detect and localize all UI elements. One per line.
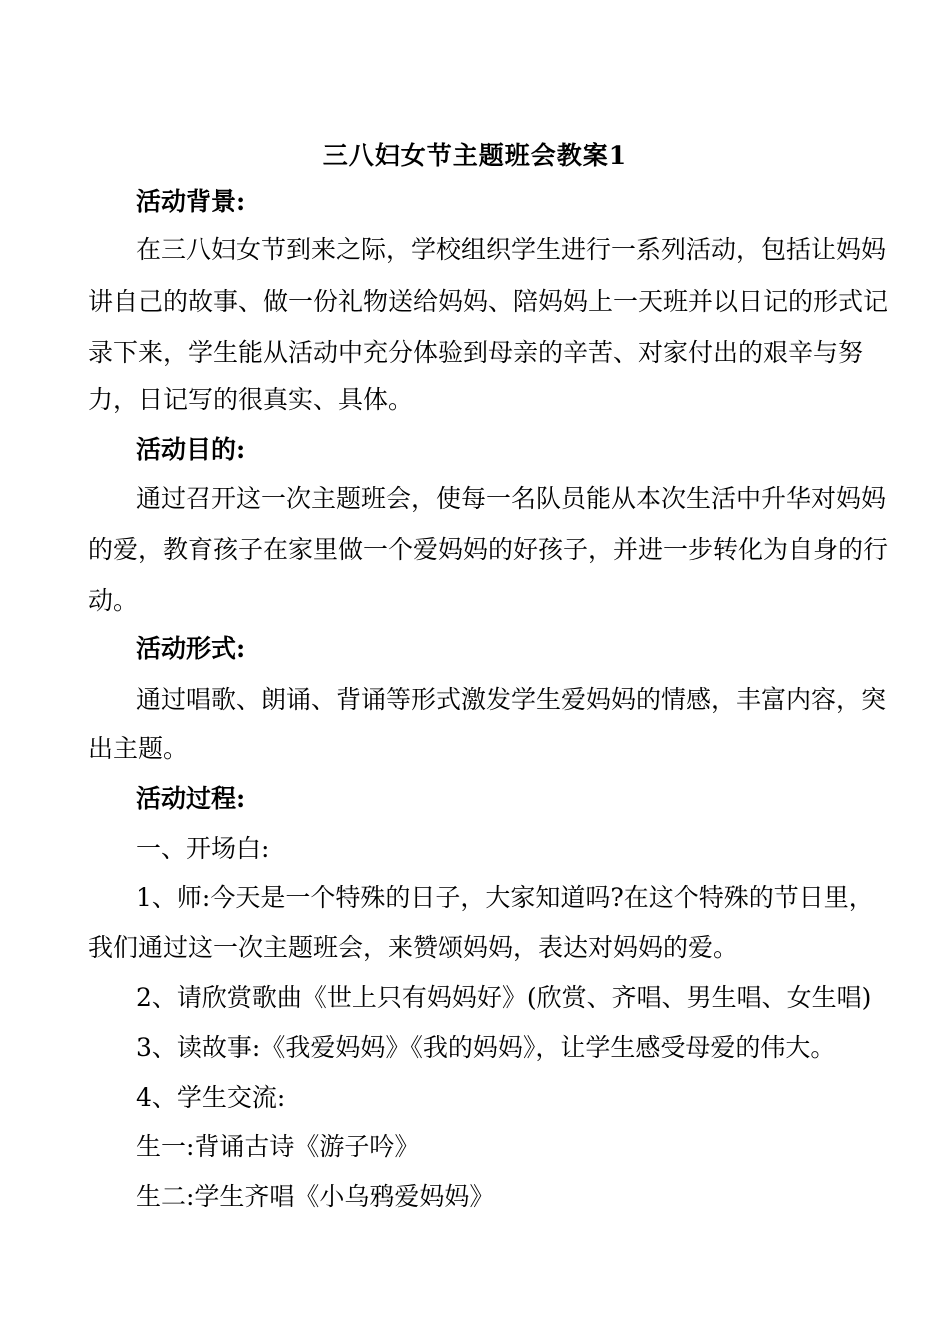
section-heading-process: 活动过程: — [136, 784, 246, 813]
list-item: 2、请欣赏歌曲《世上只有妈妈好》(欣赏、齐唱、男生唱、女生唱) — [136, 983, 872, 1012]
paragraph-line: 出主题。 — [88, 734, 189, 763]
paragraph-line: 在三八妇女节到来之际，学校组织学生进行一系列活动，包括让妈妈 — [136, 235, 887, 264]
list-item: 1、师:今天是一个特殊的日子，大家知道吗?在这个特殊的节日里， — [136, 883, 874, 912]
section-heading-form: 活动形式: — [136, 634, 246, 663]
paragraph-line: 力，日记写的很真实、具体。 — [88, 385, 414, 414]
paragraph-line: 的爱，教育孩子在家里做一个爱妈妈的好孩子，并进一步转化为自身的行 — [88, 535, 889, 564]
paragraph-line: 录下来，学生能从活动中充分体验到母亲的辛苦、对家付出的艰辛与努 — [88, 338, 864, 367]
paragraph-line: 通过唱歌、朗诵、背诵等形式激发学生爱妈妈的情感，丰富内容，突 — [136, 685, 887, 714]
list-item: 4、学生交流: — [136, 1083, 286, 1112]
section-heading-purpose: 活动目的: — [136, 435, 246, 464]
document-title: 三八妇女节主题班会教案1 — [322, 141, 628, 170]
list-item: 我们通过这一次主题班会，来赞颂妈妈，表达对妈妈的爱。 — [88, 933, 739, 962]
paragraph-line: 讲自己的故事、做一份礼物送给妈妈、陪妈妈上一天班并以日记的形式记 — [88, 287, 889, 316]
list-item: 生一:背诵古诗《游子吟》 — [136, 1132, 420, 1161]
list-item: 生二:学生齐唱《小乌鸦爱妈妈》 — [136, 1182, 495, 1211]
paragraph-line: 动。 — [88, 586, 139, 615]
list-item: 一、开场白: — [136, 834, 270, 863]
section-heading-background: 活动背景: — [136, 187, 246, 216]
paragraph-line: 通过召开这一次主题班会，使每一名队员能从本次生活中升华对妈妈 — [136, 484, 887, 513]
list-item: 3、读故事:《我爱妈妈》《我的妈妈》，让学生感受母爱的伟大。 — [136, 1033, 836, 1062]
